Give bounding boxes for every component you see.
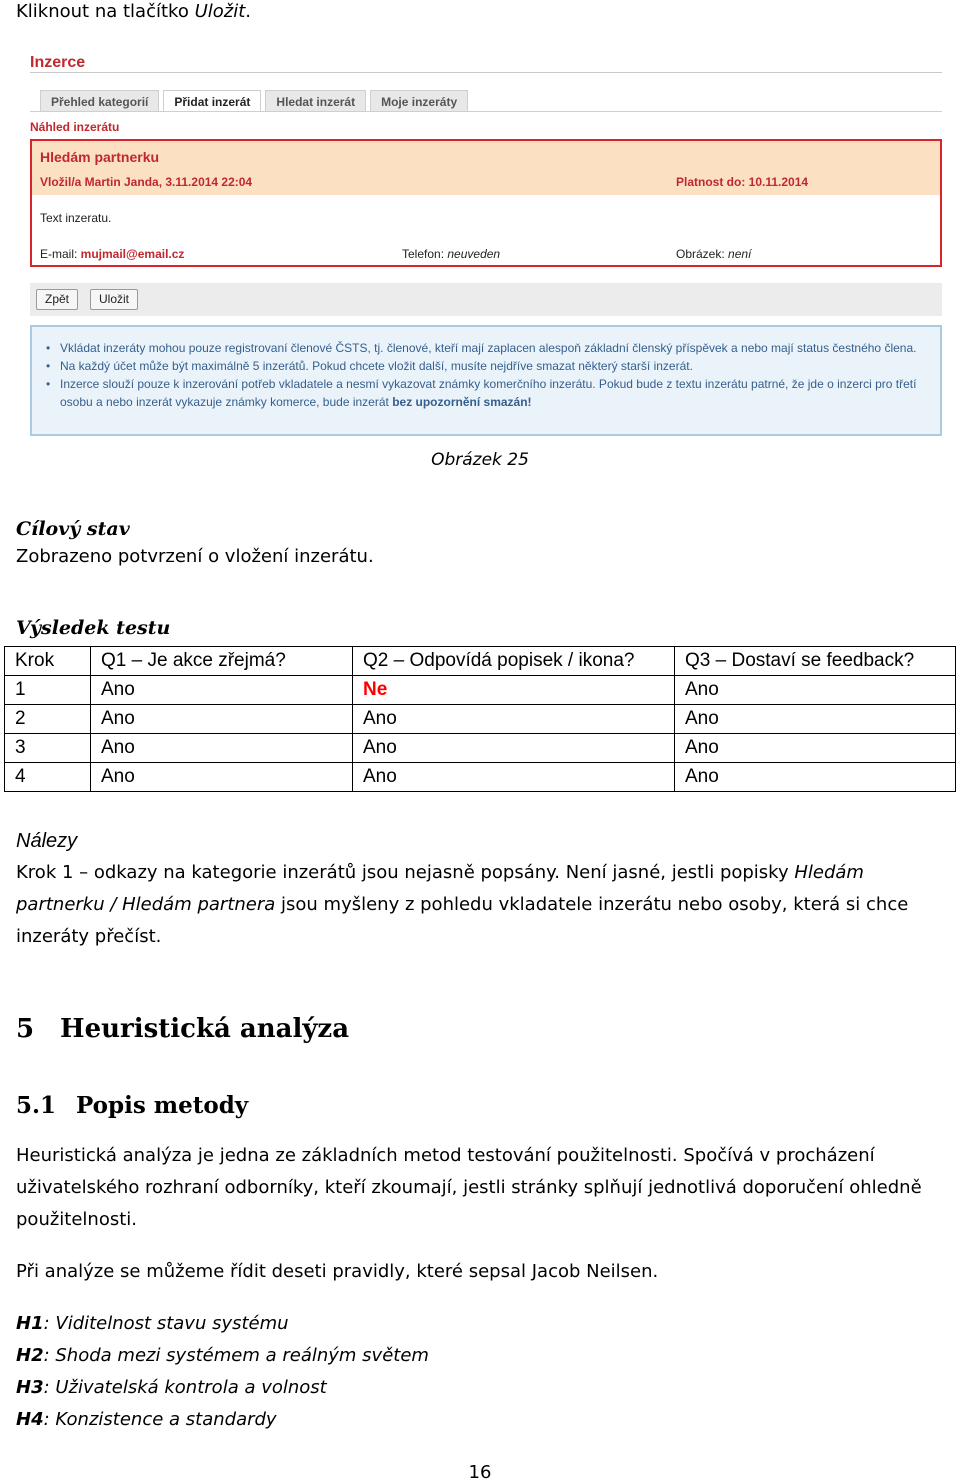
shot-page-title: Inzerce (30, 54, 86, 71)
ad-email-value: mujmail@email.cz (80, 247, 185, 261)
action-bar (30, 283, 942, 316)
section-heading-5 (16, 1014, 349, 1044)
heuristic-code: H4 (16, 1409, 44, 1430)
intro-line (16, 0, 251, 24)
findings-text-italic: Hledám partnerku / Hledám partnera (16, 862, 864, 915)
goal-text: Zobrazeno potvrzení o vložení inzerátu. (16, 546, 374, 567)
rules-paragraph: Při analýze se můžeme řídit deseti pravidly, které sepsal Jacob Neilsen. (16, 1261, 659, 1282)
heuristic-code: H2 (16, 1345, 44, 1366)
embedded-screenshot (30, 52, 942, 438)
table-header-cell: Q3 – Dostaví se feedback? (675, 647, 956, 676)
tab-add-ad[interactable]: Přidat inzerát (163, 90, 261, 112)
method-paragraph: Heuristická analýza je jedna ze základních metod testování použitelnosti. Spočívá v procházení uživatelského rozhraní odborníky, kteří zkoumají, jestli stránky splňují jednotlivá doporučení ohledně použitelnosti. (16, 1145, 922, 1230)
figure-caption: Obrázek 25 (431, 450, 529, 470)
ad-email (40, 247, 184, 261)
section-title: Heuristická analýza (60, 1014, 350, 1044)
table-row (5, 705, 956, 734)
tab-bar-divider (30, 111, 942, 112)
info-item-bold: bez upozornění smazán! (392, 395, 532, 409)
table-cell: Ano (353, 763, 675, 792)
info-item: • Vkládat inzeráty mohou pouze registrovaní členové ČSTS, tj. členové, kteří mají zaplacen alespoň základní členský příspěvek a nebo mají status čestného člena. (46, 339, 926, 357)
ad-body-text: Text inzeratu. (40, 211, 112, 225)
page-number: 16 (468, 1462, 492, 1483)
ad-meta: Vložil/a Martin Janda, 3.11.2014 22:04 (40, 175, 253, 189)
table-cell: Ano (353, 734, 675, 763)
shot-title-divider (30, 72, 942, 73)
tab-search-ad[interactable]: Hledat inzerát (265, 90, 366, 112)
table-cell: Ano (675, 676, 956, 705)
ad-valid-until: Platnost do: 10.11.2014 (676, 175, 809, 189)
table-row (5, 763, 956, 792)
subsection-number: 5.1 (16, 1092, 57, 1119)
table-cell: Ano (675, 763, 956, 792)
findings-heading: Nálezy (16, 830, 78, 852)
heuristic-item (16, 1404, 429, 1436)
heuristic-text: : Shoda mezi systémem a reálným světem (43, 1345, 429, 1366)
ad-image (676, 247, 751, 261)
table-cell-negative: Ne (353, 676, 675, 705)
info-item: • Na každý účet může být maximálně 5 inzerátů. Pokud chcete vložit další, musíte nejdříve smazat některý starší inzerát. (46, 357, 926, 375)
findings-paragraph (16, 857, 946, 953)
heuristic-code: H3 (16, 1377, 44, 1398)
table-cell: Ano (91, 734, 353, 763)
ad-preview-box (30, 139, 942, 267)
save-button[interactable]: Uložit (90, 289, 138, 310)
info-list (46, 339, 926, 411)
intro-prefix: Kliknout na tlačítko (16, 1, 195, 22)
table-header-cell: Q2 – Odpovídá popisek / ikona? (353, 647, 675, 676)
table-cell: 3 (5, 734, 91, 763)
info-item-text: Inzerce slouží pouze k inzerování potřeb vkladatele a nesmí vykazovat známky komerčního inzerátu. Pokud bude z textu inzerátu patrné, že jde o inzerci pro třetí osobu a nebo inzerát vykazuje známky komerce, bude inzerát (60, 377, 917, 409)
ad-title: Hledám partnerku (40, 149, 160, 165)
result-table (4, 646, 956, 792)
ad-email-label: E-mail: (40, 247, 81, 261)
back-button[interactable]: Zpět (36, 289, 78, 310)
table-cell: Ano (91, 676, 353, 705)
tab-category-overview[interactable]: Přehled kategorií (40, 90, 159, 112)
table-cell: 2 (5, 705, 91, 734)
subsection-title: Popis metody (76, 1092, 249, 1119)
result-heading: Výsledek testu (16, 617, 171, 639)
ad-phone-label: Telefon: (402, 247, 448, 261)
heuristic-item (16, 1340, 429, 1372)
goal-heading: Cílový stav (16, 518, 130, 540)
table-header-cell: Q1 – Je akce zřejmá? (91, 647, 353, 676)
heuristic-text: : Konzistence a standardy (43, 1409, 277, 1430)
ad-preview-header (32, 141, 940, 195)
findings-text-b: jsou myšleny z pohledu vkladatele inzerátu nebo osoby, která si chce inzeráty přečíst. (16, 894, 909, 947)
table-cell: Ano (675, 734, 956, 763)
heuristic-item (16, 1308, 429, 1340)
preview-label: Náhled inzerátu (30, 120, 120, 134)
table-cell: Ano (353, 705, 675, 734)
intro-button-name: Uložit (194, 1, 246, 22)
table-header-cell: Krok (5, 647, 91, 676)
section-number: 5 (16, 1014, 35, 1044)
ad-image-label: Obrázek: (676, 247, 729, 261)
table-row (5, 676, 956, 705)
table-cell: 4 (5, 763, 91, 792)
section-heading-5-1 (16, 1092, 248, 1119)
table-cell: Ano (91, 763, 353, 792)
ad-phone-value: neuveden (447, 247, 501, 261)
tab-my-ads[interactable]: Moje inzeráty (370, 90, 468, 112)
heuristic-code: H1 (16, 1313, 44, 1334)
table-row (5, 734, 956, 763)
heuristics-list (16, 1308, 429, 1436)
ad-image-value: není (728, 247, 752, 261)
table-cell: 1 (5, 676, 91, 705)
table-cell: Ano (91, 705, 353, 734)
heuristic-text: : Viditelnost stavu systému (43, 1313, 289, 1334)
heuristic-text: : Uživatelská kontrola a volnost (43, 1377, 327, 1398)
info-notice-box (30, 325, 942, 436)
table-cell: Ano (675, 705, 956, 734)
ad-phone (402, 247, 500, 261)
table-header-row (5, 647, 956, 676)
heuristic-item (16, 1372, 429, 1404)
info-item (46, 375, 926, 411)
findings-text-a: Krok 1 – odkazy na kategorie inzerátů jsou nejasně popsány. Není jasné, jestli popisky (16, 862, 795, 883)
intro-suffix: . (245, 1, 251, 22)
shot-tab-bar (40, 90, 468, 112)
